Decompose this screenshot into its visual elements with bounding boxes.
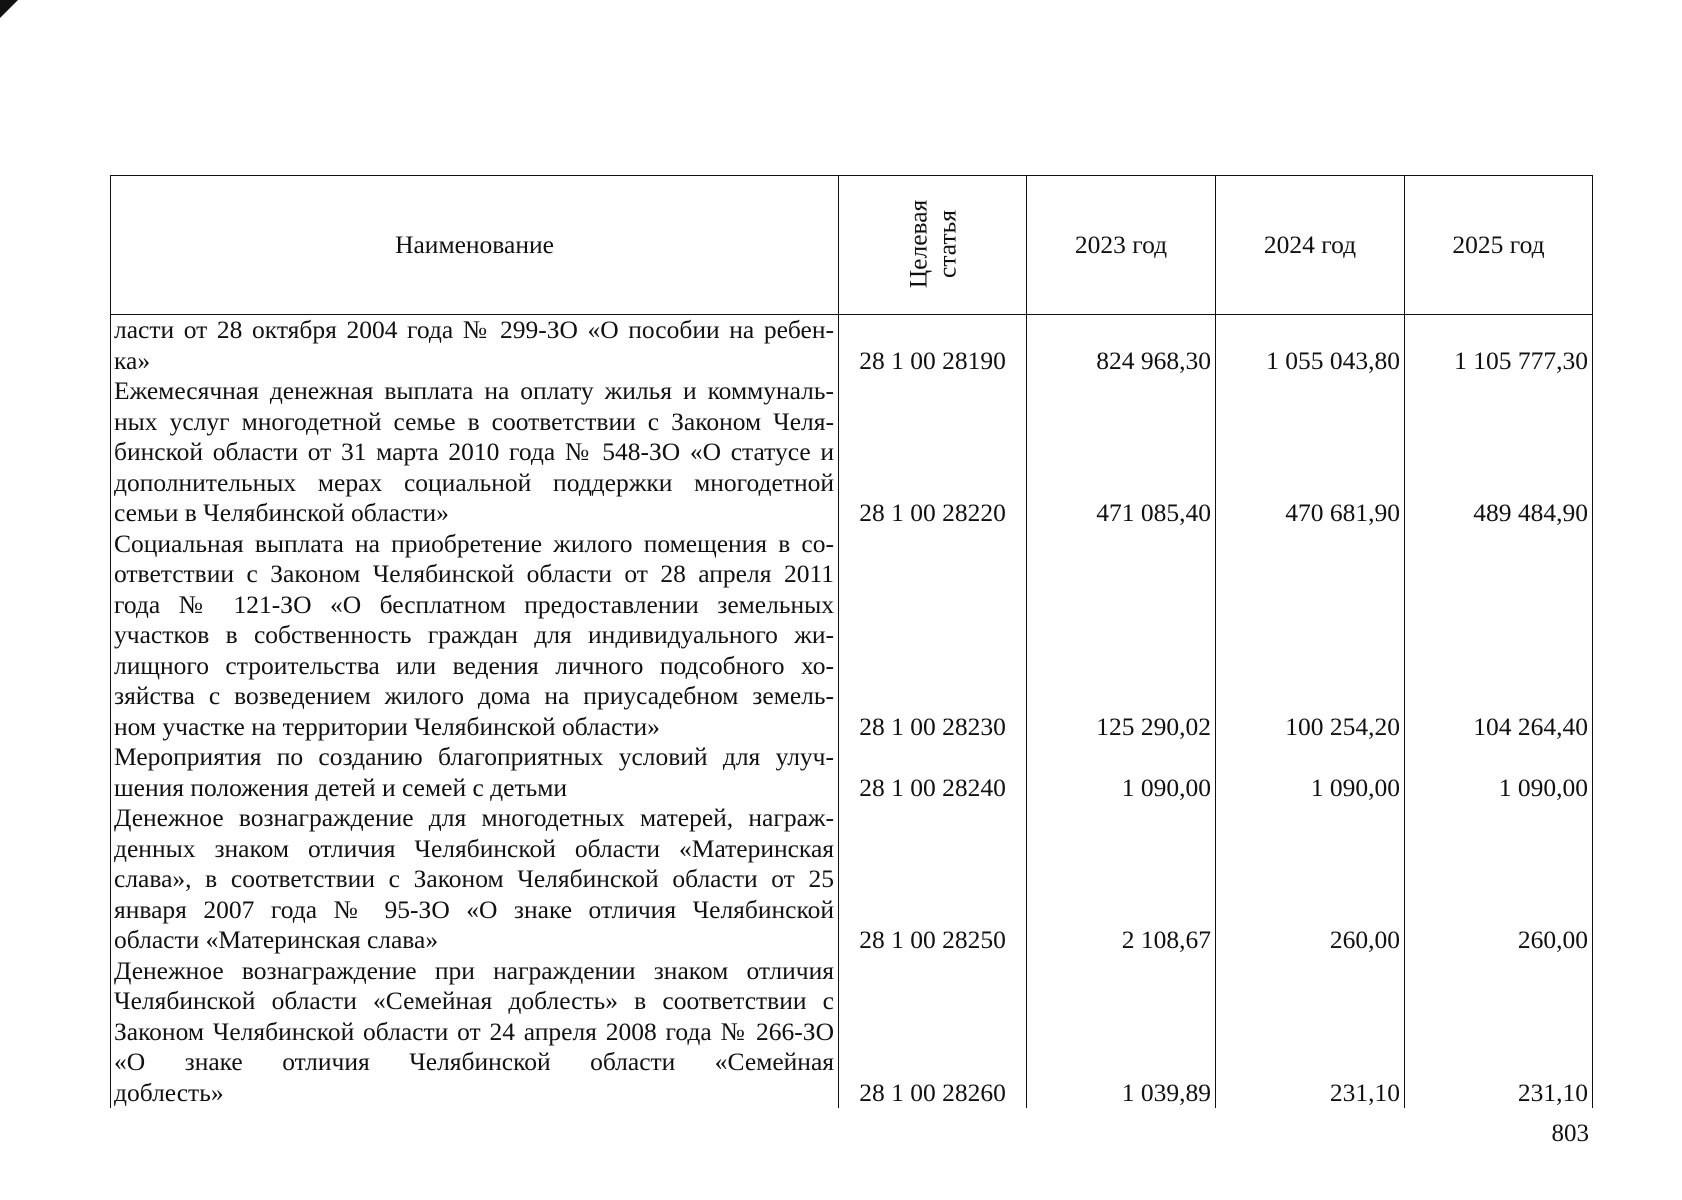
- row-name-line: дополнительных мерах социальной поддержки многодетной: [114, 467, 834, 497]
- row-value-2023: 1 090,00: [1027, 742, 1216, 803]
- row-target-article: 28 1 00 28240: [839, 742, 1027, 803]
- row-value-2025: 104 264,40: [1405, 529, 1593, 743]
- row-target-article: 28 1 00 28190: [839, 315, 1027, 377]
- table-row: [111, 376, 1593, 529]
- row-value-2023: 471 085,40: [1027, 376, 1216, 529]
- header-target-line2: статья: [932, 210, 962, 279]
- table-row: [111, 956, 1593, 1109]
- row-value-2025: 260,00: [1405, 803, 1593, 956]
- header-name: [111, 176, 839, 315]
- row-value-2023: 125 290,02: [1027, 529, 1216, 743]
- page-number: 803: [1551, 1120, 1589, 1147]
- row-name-line: лищного строительства или ведения личного подсобного хо-: [114, 650, 834, 680]
- row-name-last-line: шения положения детей и семей с детьми: [114, 772, 568, 802]
- budget-table: [110, 175, 1593, 1108]
- row-name-line: ответствии с Законом Челябинской области от 28 апреля: [114, 559, 772, 588]
- row-value-2024: 1 090,00: [1216, 742, 1405, 803]
- row-name-last-line: доблесть»: [114, 1077, 224, 1107]
- row-name: [111, 529, 839, 743]
- row-name-line: участков в собственность граждан для индивидуального жи-: [114, 620, 834, 649]
- row-name-line: бинской области от 31 марта 2010 года № 548-ЗО «О статусе и: [114, 437, 834, 466]
- row-name-line: слава», в соответствии с Законом Челябинской области от: [114, 864, 795, 893]
- row-name: [111, 315, 839, 377]
- table-body: [111, 315, 1593, 1109]
- row-name-last-line: семьи в Челябинской области»: [114, 498, 449, 527]
- row-name-line: Ежемесячная денежная выплата на оплату жилья и коммуналь-: [114, 376, 834, 405]
- row-name-line: Денежное вознаграждение при награждении знаком отличия: [114, 955, 834, 985]
- row-value-2025: 1 090,00: [1405, 742, 1593, 803]
- row-name-line: ных услуг многодетной семье в соответствии с Законом Челя-: [114, 406, 834, 436]
- row-value-2025: 489 484,90: [1405, 376, 1593, 529]
- row-name-line: 25 января 2007 года № 95-ЗО «О знаке отличия Челябинской: [114, 864, 835, 924]
- row-name-line: зяйства с возведением жилого дома на приусадебном земель-: [114, 681, 834, 710]
- row-name-line: 2011 года № 121-ЗО «О бесплатном предоставлении земельных: [114, 559, 834, 619]
- header-2025: [1405, 176, 1593, 315]
- header-2023: [1027, 176, 1216, 315]
- header-target-line1: Целевая: [903, 199, 933, 289]
- row-name-last-line: ка»: [114, 345, 151, 375]
- row-value-2024: 1 055 043,80: [1216, 315, 1405, 377]
- header-target-article: [839, 176, 1027, 315]
- table-row: [111, 315, 1593, 377]
- row-name-line: ласти от 28 октября 2004 года № 299-ЗО «О пособии на ребен-: [114, 315, 834, 344]
- row-name-line: Социальная выплата на приобретение жилого помещения в со-: [114, 528, 834, 558]
- row-value-2024: 260,00: [1216, 803, 1405, 956]
- row-name-line: Челябинской области «Семейная доблесть» в соответствии с: [114, 986, 834, 1015]
- row-name: [111, 803, 839, 956]
- row-name: [111, 742, 839, 803]
- row-target-article: 28 1 00 28230: [839, 529, 1027, 743]
- row-name-line: денных знаком отличия Челябинской области «Материнская: [114, 833, 834, 863]
- row-name: [111, 376, 839, 529]
- scan-corner-mark: [0, 0, 18, 18]
- header-2024: [1216, 176, 1405, 315]
- header-2023-label: 2023 год: [1074, 229, 1168, 259]
- row-name-last-line: области «Материнская слава»: [114, 925, 439, 954]
- row-value-2024: 231,10: [1216, 956, 1405, 1109]
- header-target-article-label: [904, 200, 962, 289]
- table-header-row: [111, 176, 1593, 315]
- row-value-2023: 824 968,30: [1027, 315, 1216, 377]
- row-target-article: 28 1 00 28260: [839, 956, 1027, 1109]
- table-row: [111, 529, 1593, 743]
- row-name-line: № 266-ЗО «О знаке отличия Челябинской области «Семейная: [114, 1016, 834, 1076]
- table-row: [111, 803, 1593, 956]
- header-2024-label: 2024 год: [1263, 229, 1357, 259]
- row-name: [111, 956, 839, 1109]
- row-value-2025: 1 105 777,30: [1405, 315, 1593, 377]
- row-target-article: 28 1 00 28250: [839, 803, 1027, 956]
- row-name-line: Мероприятия по созданию благоприятных условий для улуч-: [114, 742, 834, 771]
- header-2025-label: 2025 год: [1452, 229, 1545, 259]
- row-value-2025: 231,10: [1405, 956, 1593, 1109]
- row-name-line: Денежное вознаграждение для многодетных матерей, награж-: [114, 803, 834, 832]
- row-value-2023: 1 039,89: [1027, 956, 1216, 1109]
- row-name-line: Законом Челябинской области от 24 апреля 2008 года: [114, 1016, 712, 1046]
- table-row: [111, 742, 1593, 803]
- row-value-2024: 470 681,90: [1216, 376, 1405, 529]
- row-value-2024: 100 254,20: [1216, 529, 1405, 743]
- row-value-2023: 2 108,67: [1027, 803, 1216, 956]
- row-target-article: 28 1 00 28220: [839, 376, 1027, 529]
- header-name-label: Наименование: [395, 229, 554, 259]
- row-name-last-line: ном участке на территории Челябинской области»: [114, 711, 660, 741]
